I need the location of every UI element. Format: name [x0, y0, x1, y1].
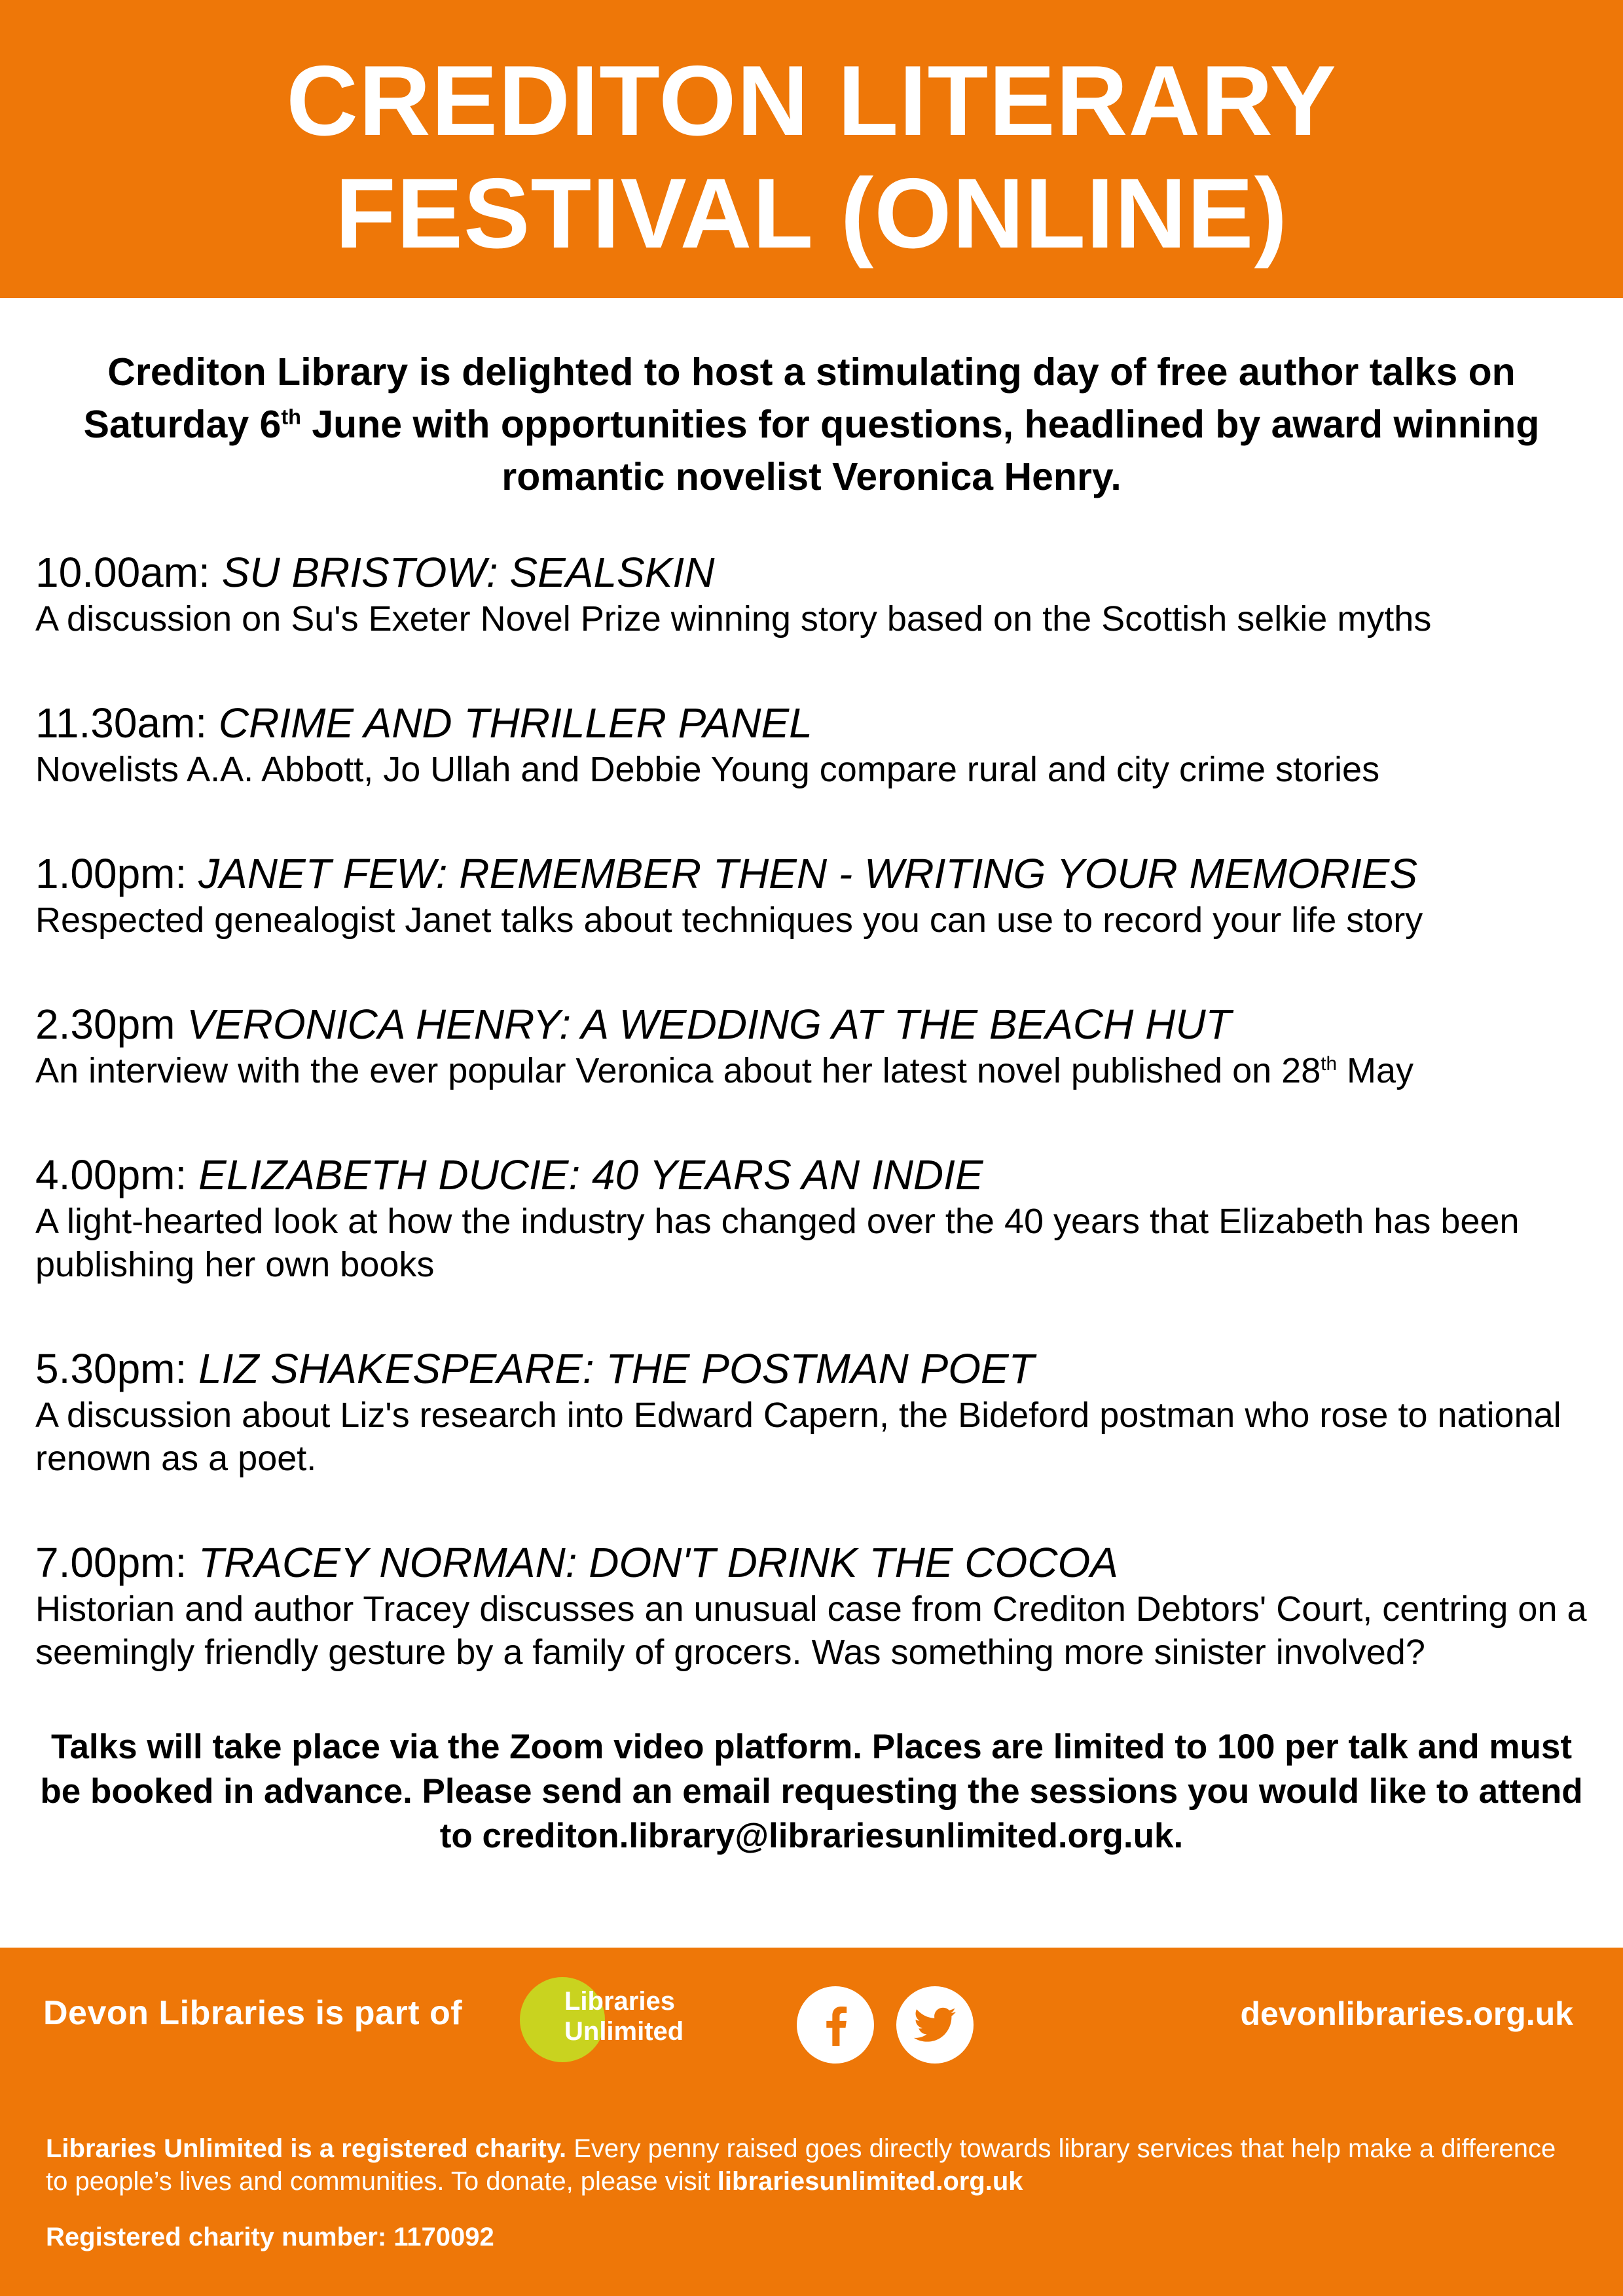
footer-banner [0, 1948, 1623, 2296]
title-line-2: FESTIVAL (ONLINE) [335, 158, 1288, 269]
intro-paragraph: Crediton Library is delighted to host a stimulating day of free author talks on Saturday 6th June with opportunities for questions, headlined by award winning romantic novelist Veronica Henry. [83, 350, 1540, 498]
event-title: JANET FEW: REMEMBER THEN - WRITING YOUR MEMORIES [198, 850, 1417, 897]
event-title: SU BRISTOW: SEALSKIN [221, 549, 715, 596]
header-banner [0, 0, 1623, 298]
event-title: LIZ SHAKESPEARE: THE POSTMAN POET [198, 1345, 1034, 1392]
event-time: 11.30am: [35, 699, 219, 747]
charity-statement: Libraries Unlimited is a registered charity. Every penny raised goes directly towards library services that help make a difference to people’s lives and communities. To donate, please visit librariesunlimited.org.uk [46, 2134, 1556, 2196]
event-time: 5.30pm: [35, 1345, 199, 1392]
title-line-1: CREDITON LITERARY [286, 45, 1337, 157]
event-description: A discussion about Liz's research into Edward Capern, the Bideford postman who rose to national renown as a poet. [35, 1396, 1561, 1478]
event-time: 10.00am: [35, 549, 222, 596]
event-description: Respected genealogist Janet talks about techniques you can use to record your life story [35, 900, 1423, 940]
event-item [35, 849, 1594, 942]
event-item [35, 698, 1594, 791]
event-title: CRIME AND THRILLER PANEL [218, 699, 812, 747]
donate-link[interactable]: librariesunlimited.org.uk [717, 2167, 1023, 2196]
event-title: TRACEY NORMAN: DON'T DRINK THE COCOA [198, 1539, 1118, 1586]
event-item [35, 1538, 1594, 1674]
libraries-unlimited-logo[interactable] [520, 1977, 703, 2062]
event-time: 1.00pm: [35, 850, 199, 897]
event-description: An interview with the ever popular Veronica about her latest novel published on 28th May [35, 1051, 1414, 1090]
event-description: Novelists A.A. Abbott, Jo Ullah and Debbie Young compare rural and city crime stories [35, 750, 1380, 789]
facebook-icon[interactable] [797, 1986, 874, 2064]
page-title [0, 0, 1623, 270]
event-description: A light-hearted look at how the industry has changed over the 40 years that Elizabeth has been publishing her own books [35, 1202, 1520, 1284]
booking-info: Talks will take place via the Zoom video platform. Places are limited to 100 per talk and must be booked in advance. Please send an email requesting the sessions you would like to attend to crediton.library@librariesunlimited.org.uk. [40, 1728, 1583, 1855]
event-item [35, 999, 1594, 1092]
schedule [35, 547, 1594, 1731]
event-time: 2.30pm [35, 1001, 187, 1048]
event-time: 4.00pm: [35, 1151, 199, 1198]
event-description: Historian and author Tracey discusses an unusual case from Crediton Debtors' Court, centring on a seemingly friendly gesture by a family of grocers. Was something more sinister involved? [35, 1589, 1587, 1672]
twitter-glyph [912, 2002, 958, 2048]
twitter-icon[interactable] [896, 1986, 974, 2064]
charity-number: Registered charity number: 1170092 [46, 2223, 494, 2251]
event-title: VERONICA HENRY: A WEDDING AT THE BEACH HUT [187, 1001, 1231, 1048]
facebook-glyph [812, 2002, 858, 2048]
event-item [35, 547, 1594, 640]
logo-line-1: Libraries [564, 1987, 675, 2016]
event-description: A discussion on Su's Exeter Novel Prize winning story based on the Scottish selkie myths [35, 599, 1432, 639]
event-title: ELIZABETH DUCIE: 40 YEARS AN INDIE [198, 1151, 983, 1198]
event-item [35, 1150, 1594, 1286]
part-of-label: Devon Libraries is part of [43, 1994, 463, 2032]
website-link[interactable]: devonlibraries.org.uk [1240, 1995, 1573, 2032]
event-time: 7.00pm: [35, 1539, 199, 1586]
event-item [35, 1344, 1594, 1480]
logo-line-2: Unlimited [564, 2017, 684, 2046]
